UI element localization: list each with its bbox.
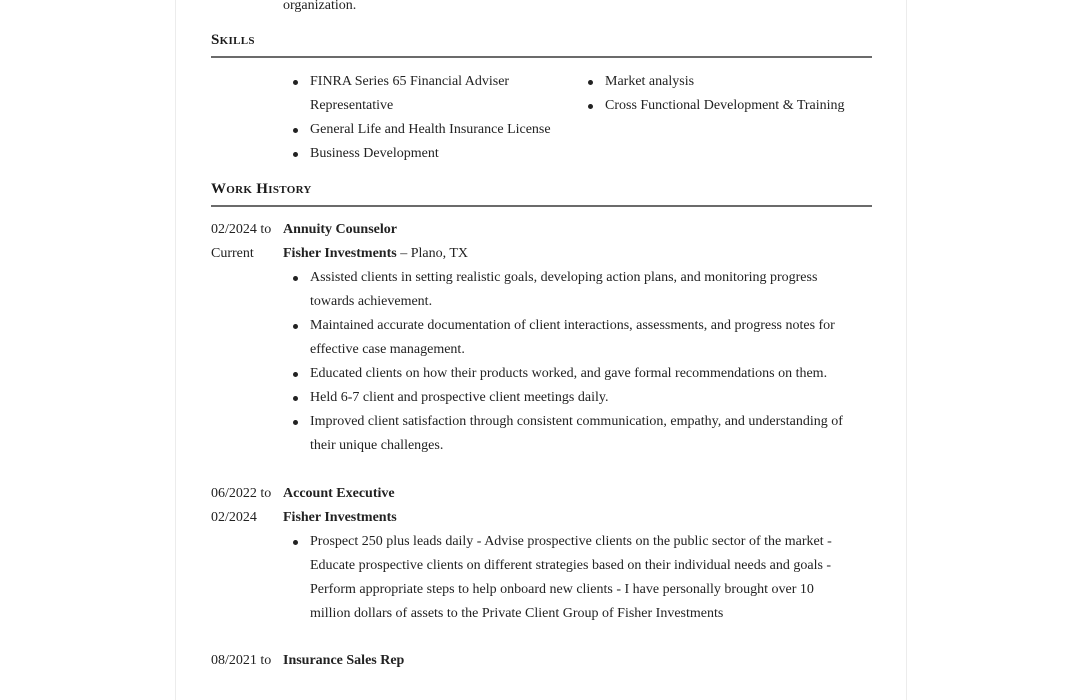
skills-heading: Skills — [211, 32, 255, 48]
job-bullet: Improved client satisfaction through consistent communication, empathy, and understanding of their unique challenges. — [283, 410, 863, 458]
job-bullets — [283, 266, 863, 458]
job-bullet: Educated clients on how their products worked, and gave formal recommendations on them. — [283, 362, 863, 386]
skill-item: General Life and Health Insurance License — [283, 118, 553, 142]
job-date-end: Current — [211, 246, 254, 261]
summary-text: organization. — [283, 0, 357, 13]
job-date-start: 08/2021 to — [211, 653, 272, 668]
job-title: Annuity Counselor — [283, 222, 397, 237]
job-bullet: Prospect 250 plus leads daily - Advise prospective clients on the public sector of the market - Educate prospective clients on different strategies based on their individual needs and goals - Perform appropriate steps to help onboard new clients - I have personally brought over 10 million dollars of assets to the Private Client Group of Fisher Investments — [283, 530, 853, 626]
skill-item: Cross Functional Development & Training — [578, 94, 878, 118]
skills-list-left — [283, 70, 553, 166]
work-history-heading: Work History — [211, 181, 312, 197]
job-employer — [283, 242, 468, 266]
work-history-divider — [211, 205, 872, 207]
job-date-start: 06/2022 to — [211, 486, 272, 501]
job-bullet: Held 6-7 client and prospective client meetings daily. — [283, 386, 863, 410]
skill-item: Market analysis — [578, 70, 878, 94]
job-location: – Plano, TX — [396, 246, 468, 261]
employer-name: Fisher Investments — [283, 510, 397, 525]
skill-item: Business Development — [283, 142, 553, 166]
skills-list-right — [578, 70, 878, 118]
job-date-start: 02/2024 to — [211, 222, 272, 237]
job-bullet: Maintained accurate documentation of client interactions, assessments, and progress notes for effective case management. — [283, 314, 863, 362]
job-bullet: Assisted clients in setting realistic goals, developing action plans, and monitoring progress towards achievement. — [283, 266, 863, 314]
skill-item: FINRA Series 65 Financial Adviser Representative — [283, 70, 553, 118]
job-employer — [283, 506, 397, 530]
employer-name: Fisher Investments — [283, 246, 397, 261]
job-date-end: 02/2024 — [211, 510, 257, 525]
skills-divider — [211, 56, 872, 58]
job-title: Insurance Sales Rep — [283, 653, 405, 668]
job-bullets — [283, 530, 853, 626]
job-title: Account Executive — [283, 486, 395, 501]
